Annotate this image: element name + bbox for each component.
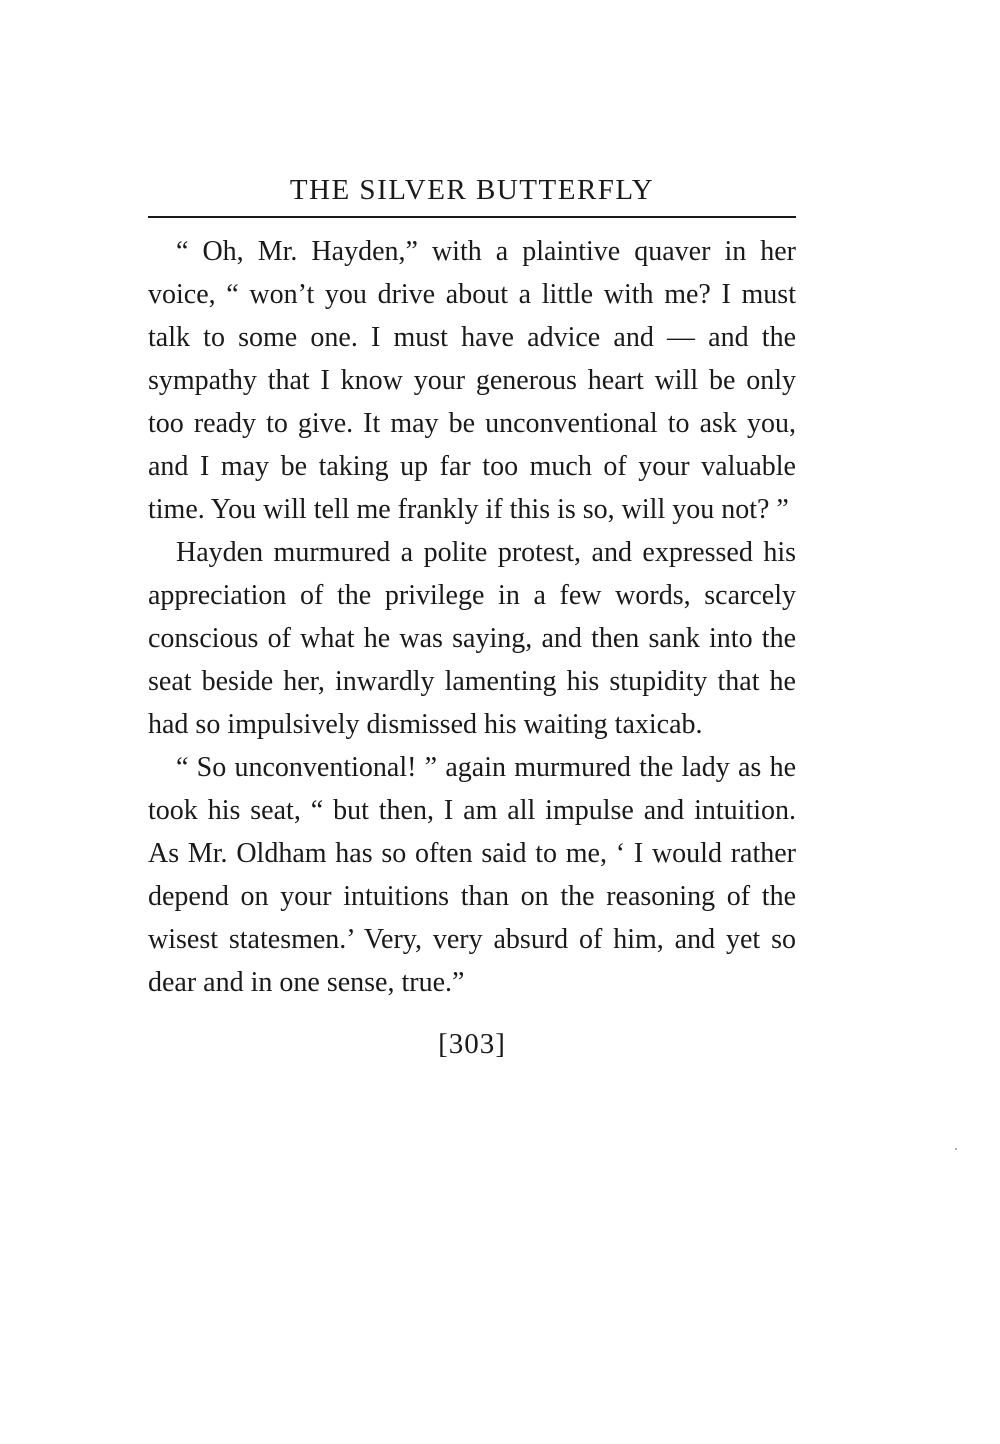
paragraph-1: “ Oh, Mr. Hayden,” with a plaintive quaver in her voice, “ won’t you drive about a little with me? I must talk to some one. I must have advice and — and the sympathy that I know your generous heart will be only too ready to give. It may be unconventional to ask you, and I may be taking up far too much of your valuable time. You will tell me frankly if this is so, will you not? ” <box>148 236 796 525</box>
paragraph-3: “ So unconventional! ” again murmured the lady as he took his seat, “ but then, I am all impulse and intuition. As Mr. Oldham has so often said to me, ‘ I would rather depend on your intuitions than on the reasoning of the wisest statesmen.’ Very, very absurd of him, and yet so dear and in one sense, true.” <box>148 752 796 998</box>
book-page <box>148 168 796 1066</box>
scan-speck <box>955 1148 957 1150</box>
paragraph-2: Hayden murmured a polite protest, and expressed his appreciation of the privilege in a few words, scarcely conscious of what he was saying, and then sank into the seat beside her, inwardly lamenting his stupidity that he had so impulsively dismissed his waiting taxicab. <box>148 537 796 740</box>
page-number: [303] <box>438 1028 506 1060</box>
header-rule <box>148 216 796 218</box>
running-head: THE SILVER BUTTERFLY <box>289 174 655 206</box>
